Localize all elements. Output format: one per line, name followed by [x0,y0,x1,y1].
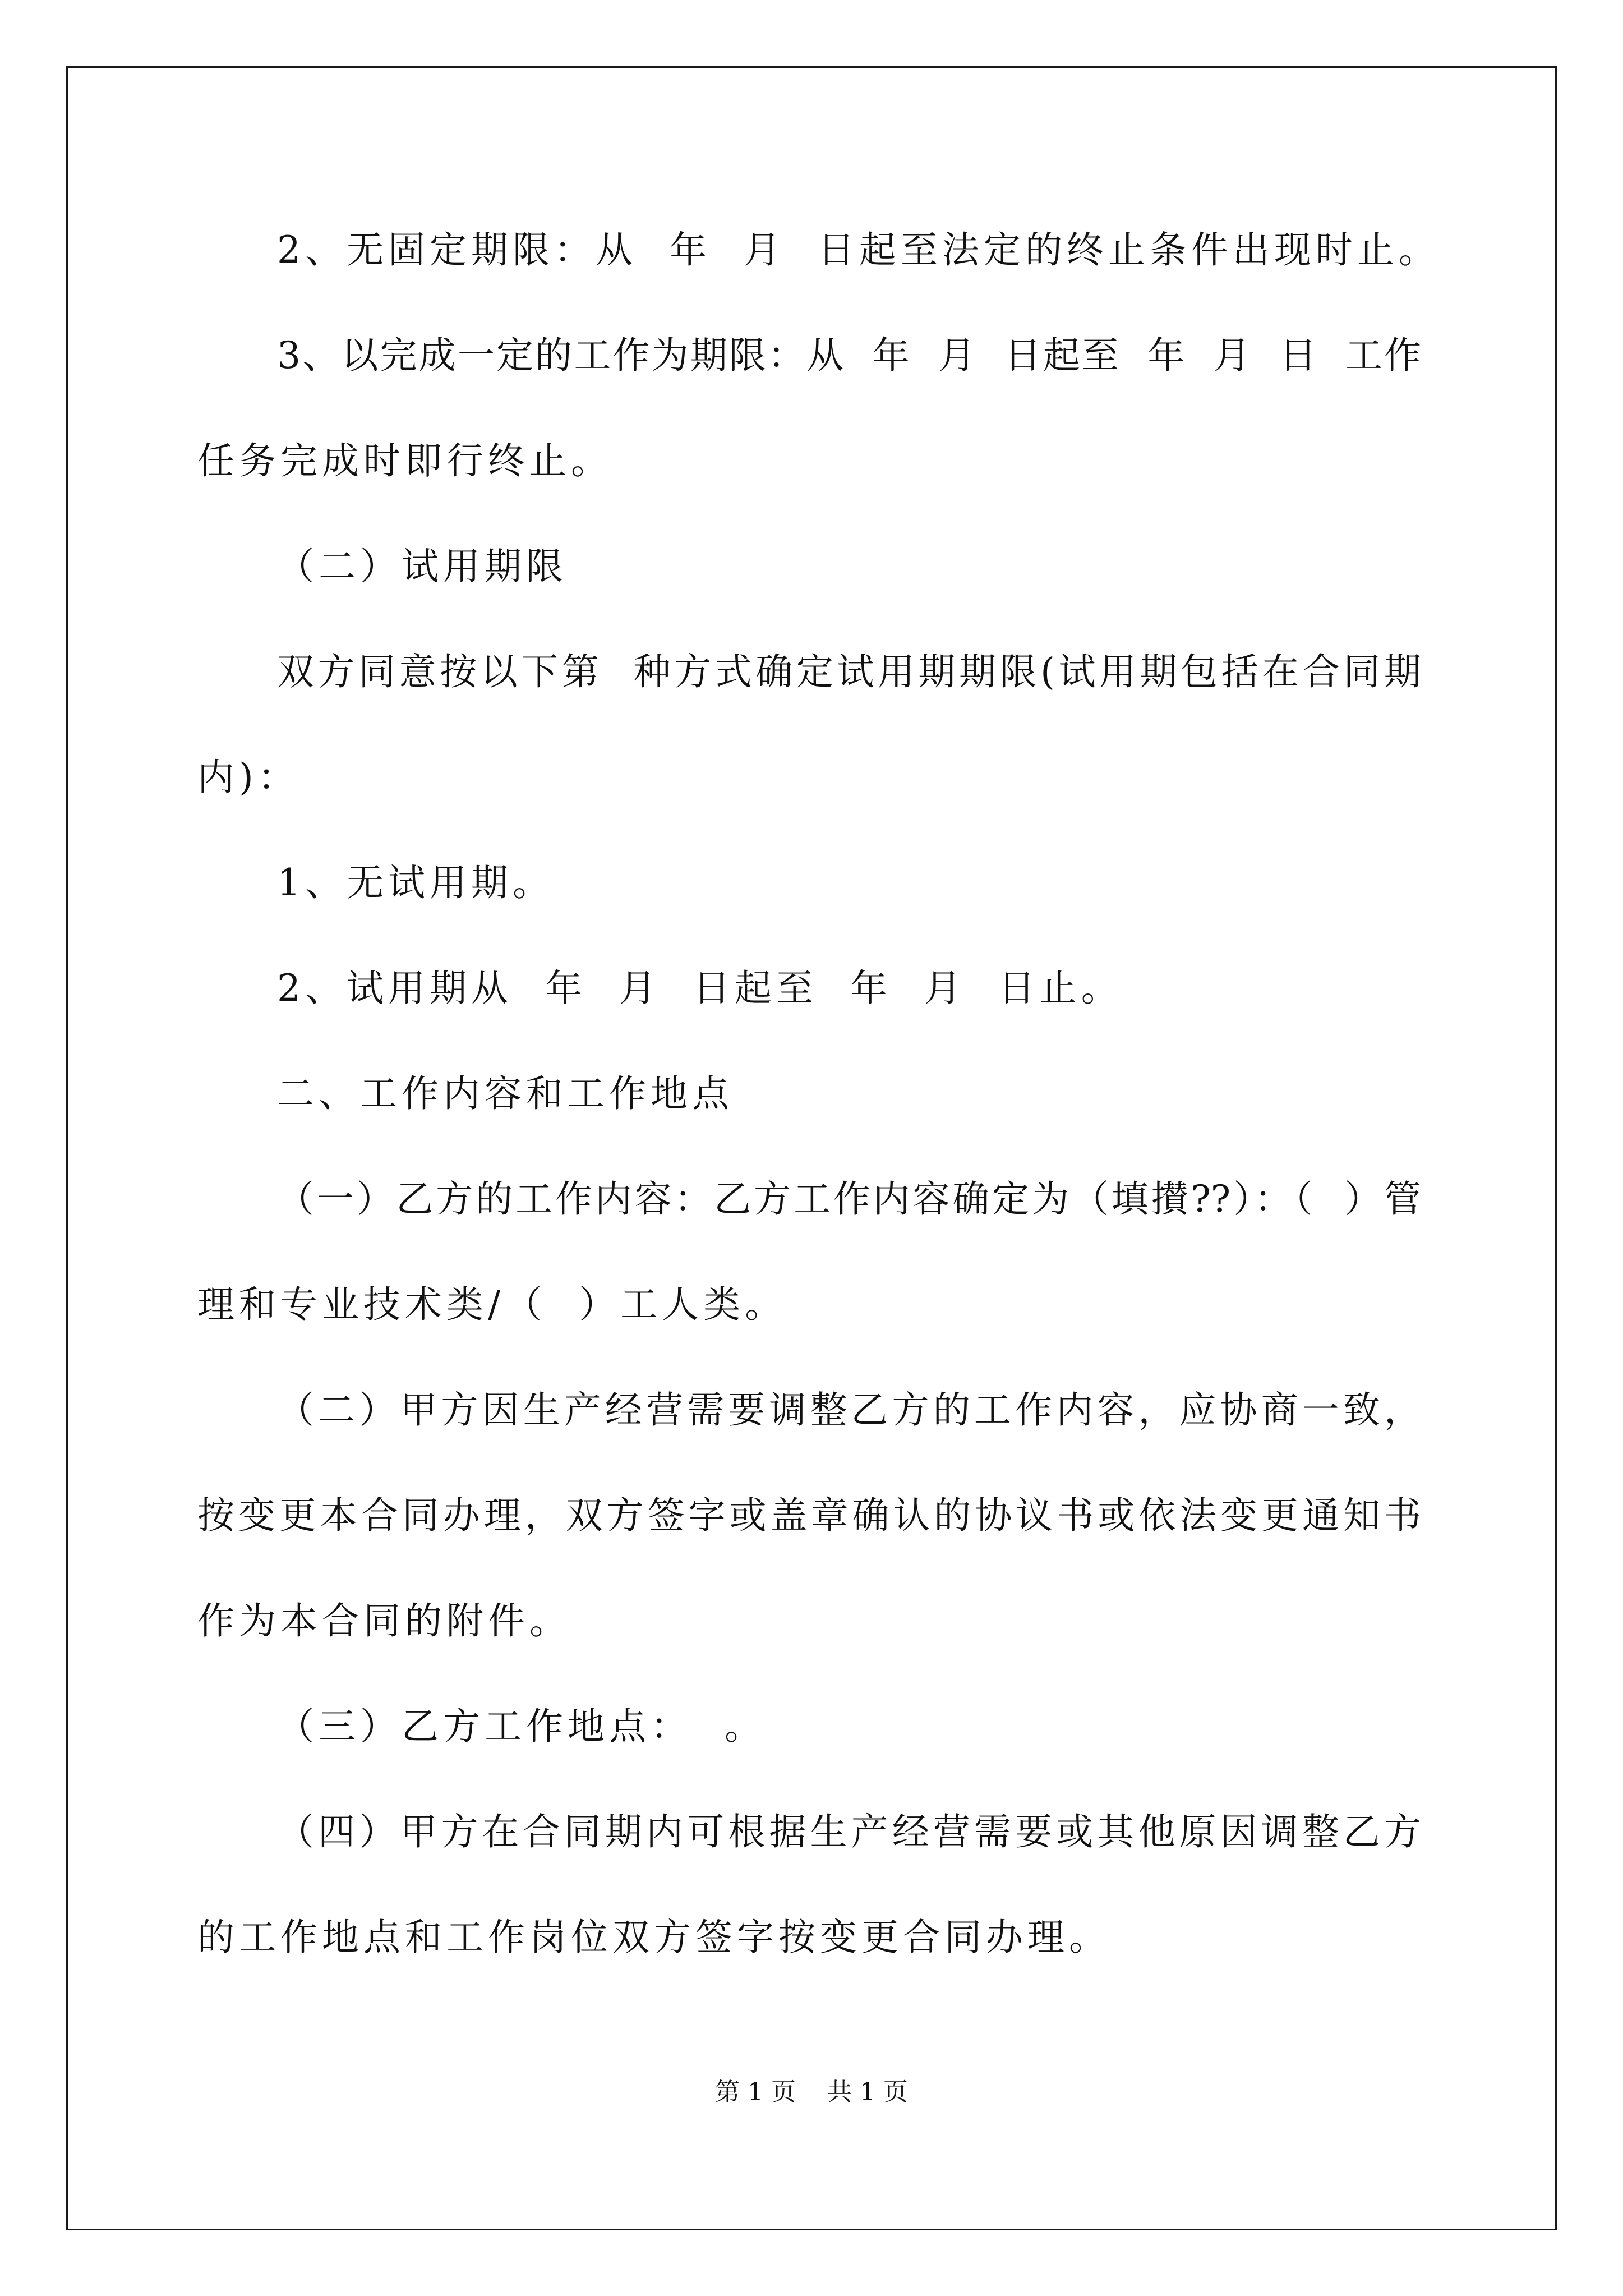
paragraph-work-location: （三）乙方工作地点： 。 [277,1705,766,1748]
paragraph-adjust-content-line-3: 作为本合同的附件。 [197,1599,571,1642]
paragraph-term-task-line-2: 任务完成时即行终止。 [197,439,612,482]
paragraph-adjust-location-line-1: （四）甲方在合同期内可根据生产经营需要或其他原因调整乙方 [277,1810,1421,1853]
page-footer: 第 1 页 共 1 页 [715,2078,908,2106]
section-probation-heading: （二）试用期限 [277,545,568,588]
page-border [66,66,1557,2230]
paragraph-adjust-content-line-1: （二）甲方因生产经营需要调整乙方的工作内容，应协商一致， [277,1388,1421,1432]
paragraph-probation-choice-line-1: 双方同意按以下第 种方式确定试用期期限(试用期包括在合同期 [277,650,1421,693]
paragraph-adjust-content-line-2: 按变更本合同办理，双方签字或盖章确认的协议书或依法变更通知书 [197,1494,1421,1537]
paragraph-probation-period: 2、试用期从 年 月 日起至 年 月 日止。 [277,967,1123,1010]
paragraph-term-open-ended: 2、无固定期限：从 年 月 日起至法定的终止条件出现时止。 [277,228,1440,272]
paragraph-term-task-line-1: 3、以完成一定的工作为期限：从 年 月 日起至 年 月 日 工作 [277,334,1421,377]
paragraph-work-content-line-1: （一）乙方的工作内容：乙方工作内容确定为（填攅??）：（ ）管 [277,1177,1421,1221]
paragraph-adjust-location-line-2: 的工作地点和工作岗位双方签字按变更合同办理。 [197,1916,1110,1959]
paragraph-probation-choice-line-2: 内)： [197,756,299,799]
paragraph-work-content-line-2: 理和专业技术类/（ ）工人类。 [197,1283,787,1326]
paragraph-no-probation: 1、无试用期。 [277,861,554,904]
section-work-content-heading: 二、工作内容和工作地点 [277,1072,734,1115]
